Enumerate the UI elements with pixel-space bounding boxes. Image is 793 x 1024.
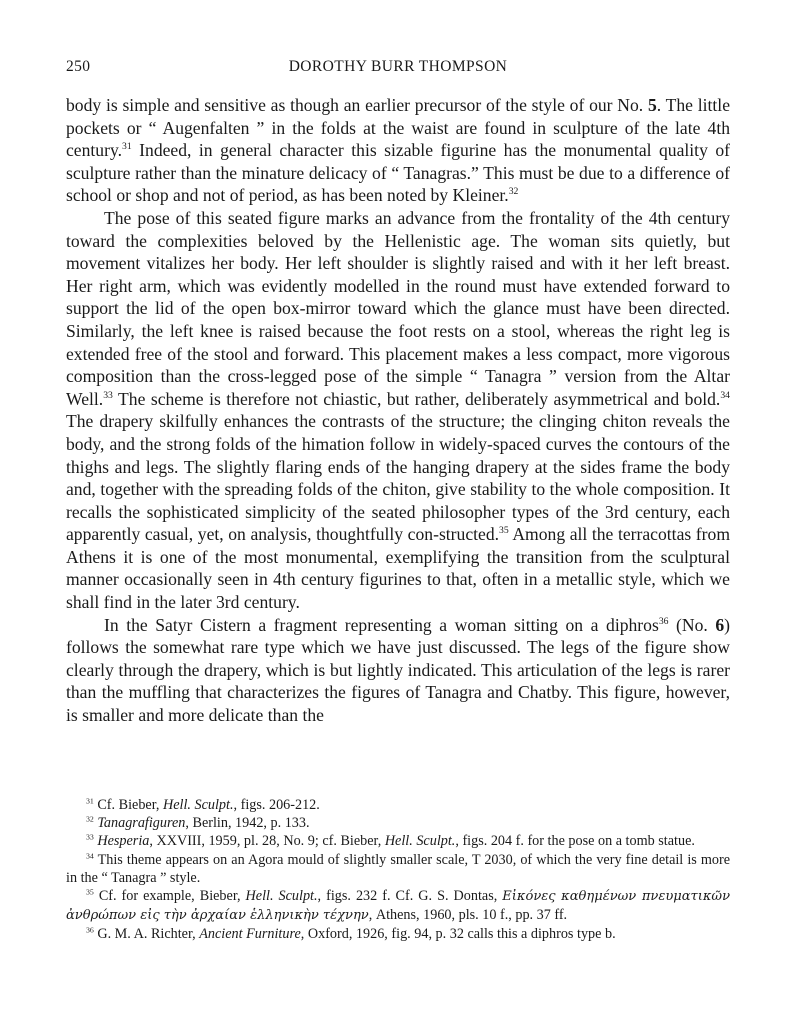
footnote-number: 33 [86, 832, 94, 842]
footnote-ref-36[interactable]: 36 [658, 615, 669, 627]
footnote-ref-32[interactable]: 32 [508, 186, 519, 198]
running-head [66, 58, 730, 80]
footnote-text: , Oxford, 1926, fig. 94, p. 32 calls this a diphros type b. [300, 926, 616, 943]
paragraph-1-text-b: . The little pockets or “ Augenfalten ” in the folds at the waist are found in sculpture of the late 4th century. [66, 95, 731, 161]
footnotes [66, 796, 730, 944]
footnote-title: Tanagrafiguren [97, 815, 186, 832]
footnote-text: , XXVIII, 1959, pl. 28, No. 9; cf. Bieber, [149, 833, 385, 850]
footnote-ref-33[interactable]: 33 [103, 389, 113, 401]
paragraph-2-text-b: The scheme is therefore not chiastic, but rather, deliberately asymmetrical and bold. [112, 388, 721, 409]
running-head-author: DOROTHY BURR THOMPSON [288, 58, 508, 75]
footnote-title: Hell. Sculpt. [162, 797, 234, 813]
paragraph-1-text-a: body is simple and sensitive as though an earlier precursor of the style of our No. [66, 95, 648, 115]
footnote-text: Cf. for example, Bieber, [98, 888, 246, 905]
footnote-title: Hell. Sculpt. [245, 888, 318, 905]
footnote-title: Ancient Furniture [199, 926, 301, 943]
footnote-ref-31[interactable]: 31 [122, 141, 132, 153]
footnote-ref-35[interactable]: 35 [499, 525, 509, 537]
catalogue-number-5: 5 [647, 95, 657, 115]
footnote-35 [66, 887, 730, 925]
footnote-text: This theme appears on an Agora mould of slightly smaller scale, T 2030, of which the very fine detail is more in the “ Tanagra ” style. [66, 851, 730, 886]
page-number: 250 [66, 58, 91, 75]
paragraph-3-text-b: (No. [668, 614, 716, 635]
footnote-36 [66, 925, 730, 943]
footnote-text: Cf. Bieber, [97, 797, 163, 813]
paragraph-2-text-d: Among all the terracottas from Athens it is one of the most monumental, exemplifying the transition from the sculptural manner occasionally seen in 4th century figurines to that, often in a metallic style, which we shall find in the later 3rd century. [66, 524, 731, 613]
footnote-text: , figs. 232 f. Cf. G. S. Dontas, [317, 888, 503, 905]
paragraph-3 [66, 614, 730, 727]
catalogue-number-6: 6 [715, 614, 725, 635]
footnote-number: 35 [86, 887, 94, 897]
footnote-number: 32 [86, 814, 94, 824]
paragraph-1-text-c: Indeed, in general character this sizable figurine has the monumental quality of sculpture rather than the minature delicacy of “ Tanagras.” This must be due to a difference of school or shop and not of period, as has been noted by Kleiner. [66, 140, 730, 206]
footnote-number: 31 [86, 796, 94, 806]
paragraph-2-text-c: The drapery skilfully enhances the contrasts of the structure; the clinging chiton reveals the body, and the strong folds of the himation follow in widely-spaced curves the contours of the thighs and legs. The slightly flaring ends of the hanging drapery at the sides frame the body and, together with the spreading folds of the chiton, give stability to the whole composition. It recalls the sophisticated simplicity of the seated philosopher types of the 3rd century, each apparently casual, yet, on analysis, thoughtfully con-structed. [66, 411, 730, 545]
footnote-text: , figs. 206-212. [233, 797, 320, 813]
footnote-text: , figs. 204 f. for the pose on a tomb statue. [455, 833, 695, 850]
footnote-34 [66, 851, 730, 887]
footnote-ref-34[interactable]: 34 [720, 389, 730, 401]
paragraph-2-text-a: The pose of this seated figure marks an advance from the frontality of the 4th century toward the complexities beloved by the Hellenistic age. The woman sits quietly, but movement vitalizes her body. Her left shoulder is slightly raised and with it her left breast. Her right arm, which was evidently modelled in the round must have extended forward to support the lid of the open box-mirror toward which the glance must have been directed. Similarly, the left knee is raised because the foot rests on a stool, whereas the right leg is extended free of the stool and forward. This placement makes a less compact, more vigorous composition than the cross-legged pose of the simple “ Tanagra ” version from the Altar Well. [66, 207, 730, 409]
footnote-number: 34 [86, 850, 94, 860]
paragraph-3-text-c: ) follows the somewhat rare type which we have just discussed. The legs of the figure show clearly through the drapery, which is but lightly indicated. This articulation of the legs is rarer than the muffling that characterizes the figures of Tanagra and Chatby. This figure, however, is smaller and more delicate than the [66, 614, 731, 726]
body-text [66, 94, 730, 727]
greek-title: Εἰκόνες καθημένων πνευματικῶν ἀνθρώπων εἰς τὴν ἀρχαίαν ἑλληνικὴν τέχνην [66, 889, 731, 924]
footnote-number: 36 [86, 925, 94, 935]
paragraph-2 [66, 207, 730, 614]
paragraph-1 [66, 94, 730, 207]
footnote-text: , Berlin, 1942, p. 133. [185, 815, 310, 832]
footnote-text: , Athens, 1960, pls. 10 f., pp. 37 ff. [368, 907, 568, 924]
paragraph-3-text-a: In the Satyr Cistern a fragment representing a woman sitting on a diphros [104, 614, 659, 635]
footnote-title: Hesperia [97, 833, 150, 850]
footnote-32 [66, 814, 730, 832]
footnote-text: G. M. A. Richter, [97, 926, 200, 943]
footnote-31 [66, 796, 730, 814]
footnote-33 [66, 832, 730, 850]
footnote-title: Hell. Sculpt. [384, 833, 456, 850]
